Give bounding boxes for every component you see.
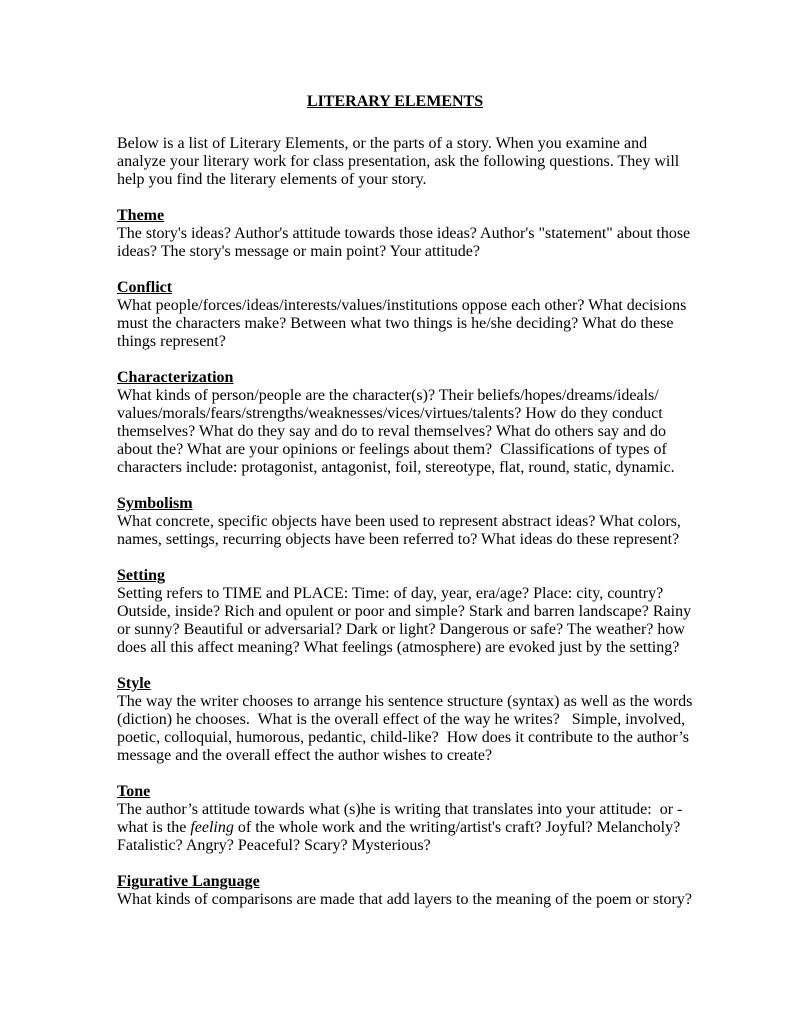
intro-line: help you find the literary elements of your story. [117, 171, 427, 188]
section-heading: Theme [117, 207, 165, 224]
intro-paragraph [117, 135, 717, 189]
section-line: values/morals/fears/strengths/weaknesses/vices/virtues/talents? How do they conduct [117, 405, 663, 422]
text-segment: of the whole work and the writing/artist's craft? Joyful? Melancholy? [233, 819, 681, 836]
section-line [117, 819, 717, 837]
page-title: LITERARY ELEMENTS [306, 93, 484, 110]
section-line: does all this affect meaning? What feelings (atmosphere) are evoked just by the setting? [117, 639, 680, 656]
section-line: Setting refers to TIME and PLACE: Time: of day, year, era/age? Place: city, country? [117, 585, 664, 602]
section-characterization [117, 369, 717, 477]
section-line: The way the writer chooses to arrange his sentence structure (syntax) as well as the words [117, 693, 693, 710]
text-segment: what is the [117, 819, 191, 836]
section-heading: Figurative Language [117, 873, 260, 890]
section-heading: Setting [117, 567, 165, 584]
section-line: things represent? [117, 333, 226, 350]
section-line: message and the overall effect the author wishes to create? [117, 747, 493, 764]
section-theme [117, 207, 717, 261]
section-heading: Style [117, 675, 151, 692]
section-line: The author’s attitude towards what (s)he is writing that translates into your attitude: or - [117, 801, 683, 818]
intro-line: Below is a list of Literary Elements, or the parts of a story. When you examine and [117, 135, 648, 152]
section-line: characters include: protagonist, antagonist, foil, stereotype, flat, round, static, dynamic. [117, 459, 675, 476]
section-line: Outside, inside? Rich and opulent or poor and simple? Stark and barren landscape? Rainy [117, 603, 692, 620]
section-figurative-language [117, 873, 717, 909]
section-setting [117, 567, 717, 657]
section-tone [117, 783, 717, 855]
section-line: about the? What are your opinions or feelings about them? Classifications of types of [117, 441, 667, 458]
section-heading: Tone [117, 783, 151, 800]
emphasis-text: feeling [190, 819, 234, 836]
section-line: or sunny? Beautiful or adversarial? Dark or light? Dangerous or safe? The weather? how [117, 621, 685, 638]
section-line: ideas? The story's message or main point? Your attitude? [117, 243, 480, 260]
section-line: What kinds of person/people are the character(s)? Their beliefs/hopes/dreams/ideals/ [117, 387, 659, 404]
section-heading: Symbolism [117, 495, 193, 512]
section-conflict [117, 279, 717, 351]
intro-line: analyze your literary work for class presentation, ask the following questions. They will [117, 153, 680, 170]
section-line: What people/forces/ideas/interests/values/institutions oppose each other? What decisions [117, 297, 687, 314]
section-line: poetic, colloquial, humorous, pedantic, child-like? How does it contribute to the author’s [117, 729, 690, 746]
section-line: Fatalistic? Angry? Peaceful? Scary? Mysterious? [117, 837, 431, 854]
section-line: What kinds of comparisons are made that add layers to the meaning of the poem or story? [117, 891, 692, 908]
section-line: names, settings, recurring objects have been referred to? What ideas do these represent? [117, 531, 680, 548]
section-line: The story's ideas? Author's attitude towards those ideas? Author's "statement" about those [117, 225, 691, 242]
section-line: (diction) he chooses. What is the overall effect of the way he writes? Simple, involved, [117, 711, 686, 728]
section-heading: Characterization [117, 369, 234, 386]
section-symbolism [117, 495, 717, 549]
section-line: What concrete, specific objects have been used to represent abstract ideas? What colors, [117, 513, 681, 530]
section-line: themselves? What do they say and do to reval themselves? What do others say and do [117, 423, 667, 440]
document-page [117, 93, 717, 909]
section-style [117, 675, 717, 765]
section-line: must the characters make? Between what two things is he/she deciding? What do these [117, 315, 674, 332]
section-heading: Conflict [117, 279, 173, 296]
